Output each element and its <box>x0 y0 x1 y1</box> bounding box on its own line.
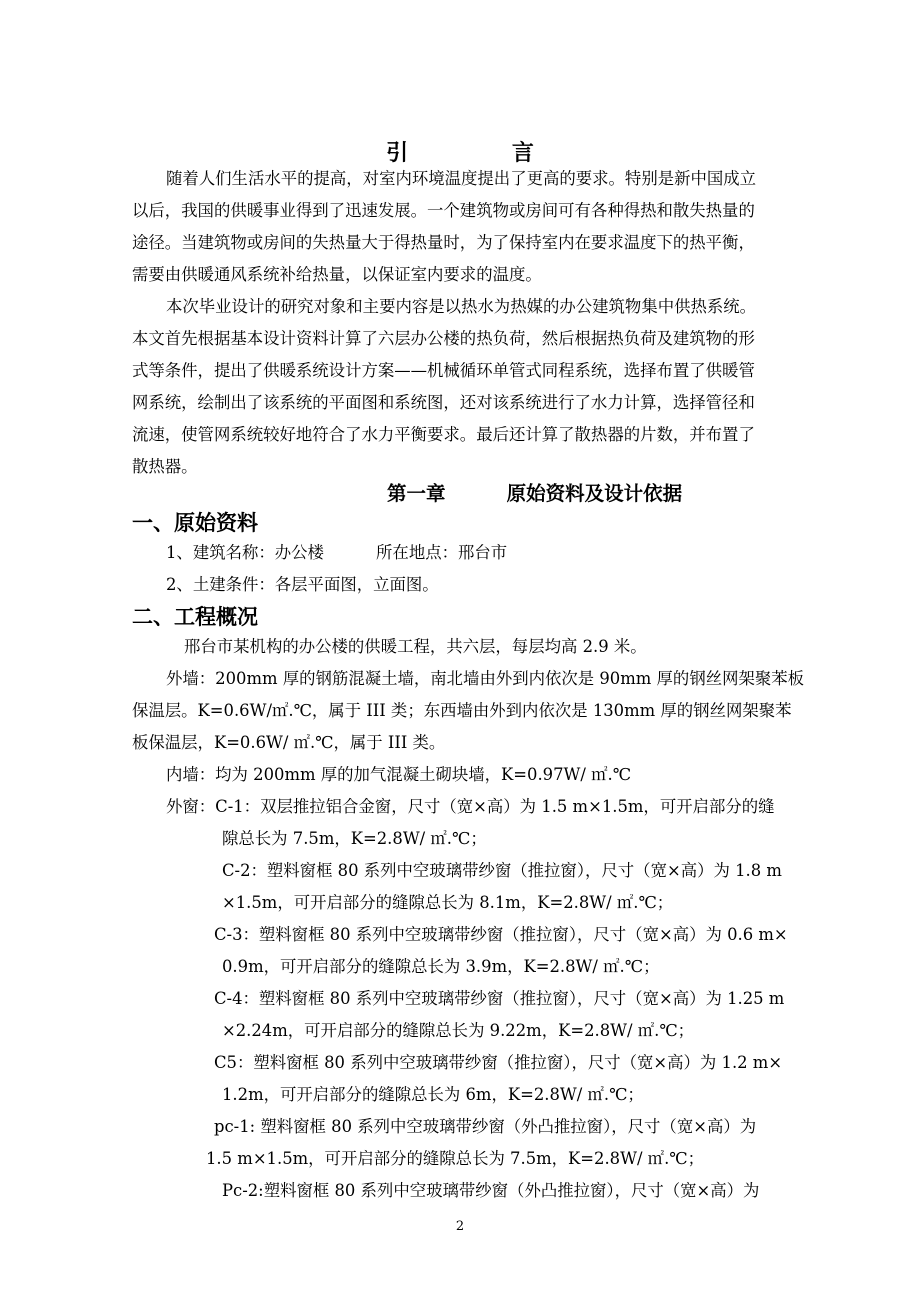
intro-line: 以后，我国的供暖事业得到了迅速发展。一个建筑物或房间可有各种得热和散失热量的 <box>132 201 755 220</box>
intro-line: 随着人们生活水平的提高，对室内环境温度提出了更高的要求。特别是新中国成立 <box>166 169 757 188</box>
chapter-heading: 第一章 原始资料及设计依据 <box>387 482 683 505</box>
body-line: 1.5 m×1.5m，可开启部分的缝隙总长为 7.5m，K=2.8W/ ㎡.℃； <box>206 1149 705 1168</box>
list-item: 2、土建条件：各层平面图，立面图。 <box>166 575 439 594</box>
body-line: 外窗：C-1：双层推拉铝合金窗，尺寸（宽×高）为 1.5 m×1.5m，可开启部分的缝 <box>166 797 775 816</box>
intro-line: 散热器。 <box>132 457 198 476</box>
body-line: 外墙：200mm 厚的钢筋混凝土墙，南北墙由外到内依次是 90mm 厚的钢丝网架聚苯板 <box>166 669 805 688</box>
page-title: 引 言 <box>386 140 582 166</box>
body-line: C-3：塑料窗框 80 系列中空玻璃带纱窗（推拉窗），尺寸（宽×高）为 0.6 m× <box>214 925 788 944</box>
section-heading-project-overview: 二、工程概况 <box>132 605 258 629</box>
body-line: 保温层。K=0.6W/㎡.℃，属于 III 类；东西墙由外到内依次是 130mm 厚的钢丝网架聚苯 <box>132 701 792 720</box>
body-line: C-4：塑料窗框 80 系列中空玻璃带纱窗（推拉窗），尺寸（宽×高）为 1.25 m <box>214 989 785 1008</box>
body-line: C-2：塑料窗框 80 系列中空玻璃带纱窗（推拉窗），尺寸（宽×高）为 1.8 m <box>222 861 782 880</box>
body-line: 隙总长为 7.5m，K=2.8W/ ㎡.℃； <box>222 829 487 848</box>
body-line: 邢台市某机构的办公楼的供暖工程，共六层，每层均高 2.9 米。 <box>184 637 647 656</box>
intro-line: 流速，使管网系统较好地符合了水力平衡要求。最后还计算了散热器的片数，并布置了 <box>132 425 755 444</box>
list-item: 1、建筑名称：办公楼 所在地点：邢台市 <box>166 543 508 562</box>
intro-line: 途径。当建筑物或房间的失热量大于得热量时，为了保持室内在要求温度下的热平衡， <box>132 233 755 252</box>
body-line: 内墙：均为 200mm 厚的加气混凝土砌块墙，K=0.97W/ ㎡.℃ <box>166 765 632 784</box>
body-line: ×1.5m，可开启部分的缝隙总长为 8.1m，K=2.8W/ ㎡.℃； <box>222 893 674 912</box>
body-line: 板保温层，K=0.6W/ ㎡.℃，属于 III 类。 <box>132 733 446 752</box>
intro-line: 网系统，绘制出了该系统的平面图和系统图，还对该系统进行了水力计算，选择管径和 <box>132 393 755 412</box>
body-line: 1.2m，可开启部分的缝隙总长为 6m，K=2.8W/ ㎡.℃； <box>222 1085 644 1104</box>
intro-line: 本文首先根据基本设计资料计算了六层办公楼的热负荷，然后根据热负荷及建筑物的形 <box>132 329 755 348</box>
body-line: 0.9m，可开启部分的缝隙总长为 3.9m，K=2.8W/ ㎡.℃； <box>222 957 660 976</box>
body-line: C5：塑料窗框 80 系列中空玻璃带纱窗（推拉窗），尺寸（宽×高）为 1.2 m× <box>214 1053 783 1072</box>
body-line: pc-1: 塑料窗框 80 系列中空玻璃带纱窗（外凸推拉窗），尺寸（宽×高）为 <box>214 1117 757 1136</box>
intro-line: 本次毕业设计的研究对象和主要内容是以热水为热媒的办公建筑物集中供热系统。 <box>166 297 757 316</box>
intro-line: 需要由供暖通风系统补给热量，以保证室内要求的温度。 <box>132 265 542 284</box>
body-line: ×2.24m，可开启部分的缝隙总长为 9.22m，K=2.8W/ ㎡.℃； <box>222 1021 695 1040</box>
body-line: Pc-2:塑料窗框 80 系列中空玻璃带纱窗（外凸推拉窗），尺寸（宽×高）为 <box>222 1181 760 1200</box>
intro-line: 式等条件，提出了供暖系统设计方案——机械循环单管式同程系统，选择布置了供暖管 <box>132 361 755 380</box>
page-number: 2 <box>455 1219 465 1234</box>
section-heading-original-data: 一、原始资料 <box>132 511 258 535</box>
